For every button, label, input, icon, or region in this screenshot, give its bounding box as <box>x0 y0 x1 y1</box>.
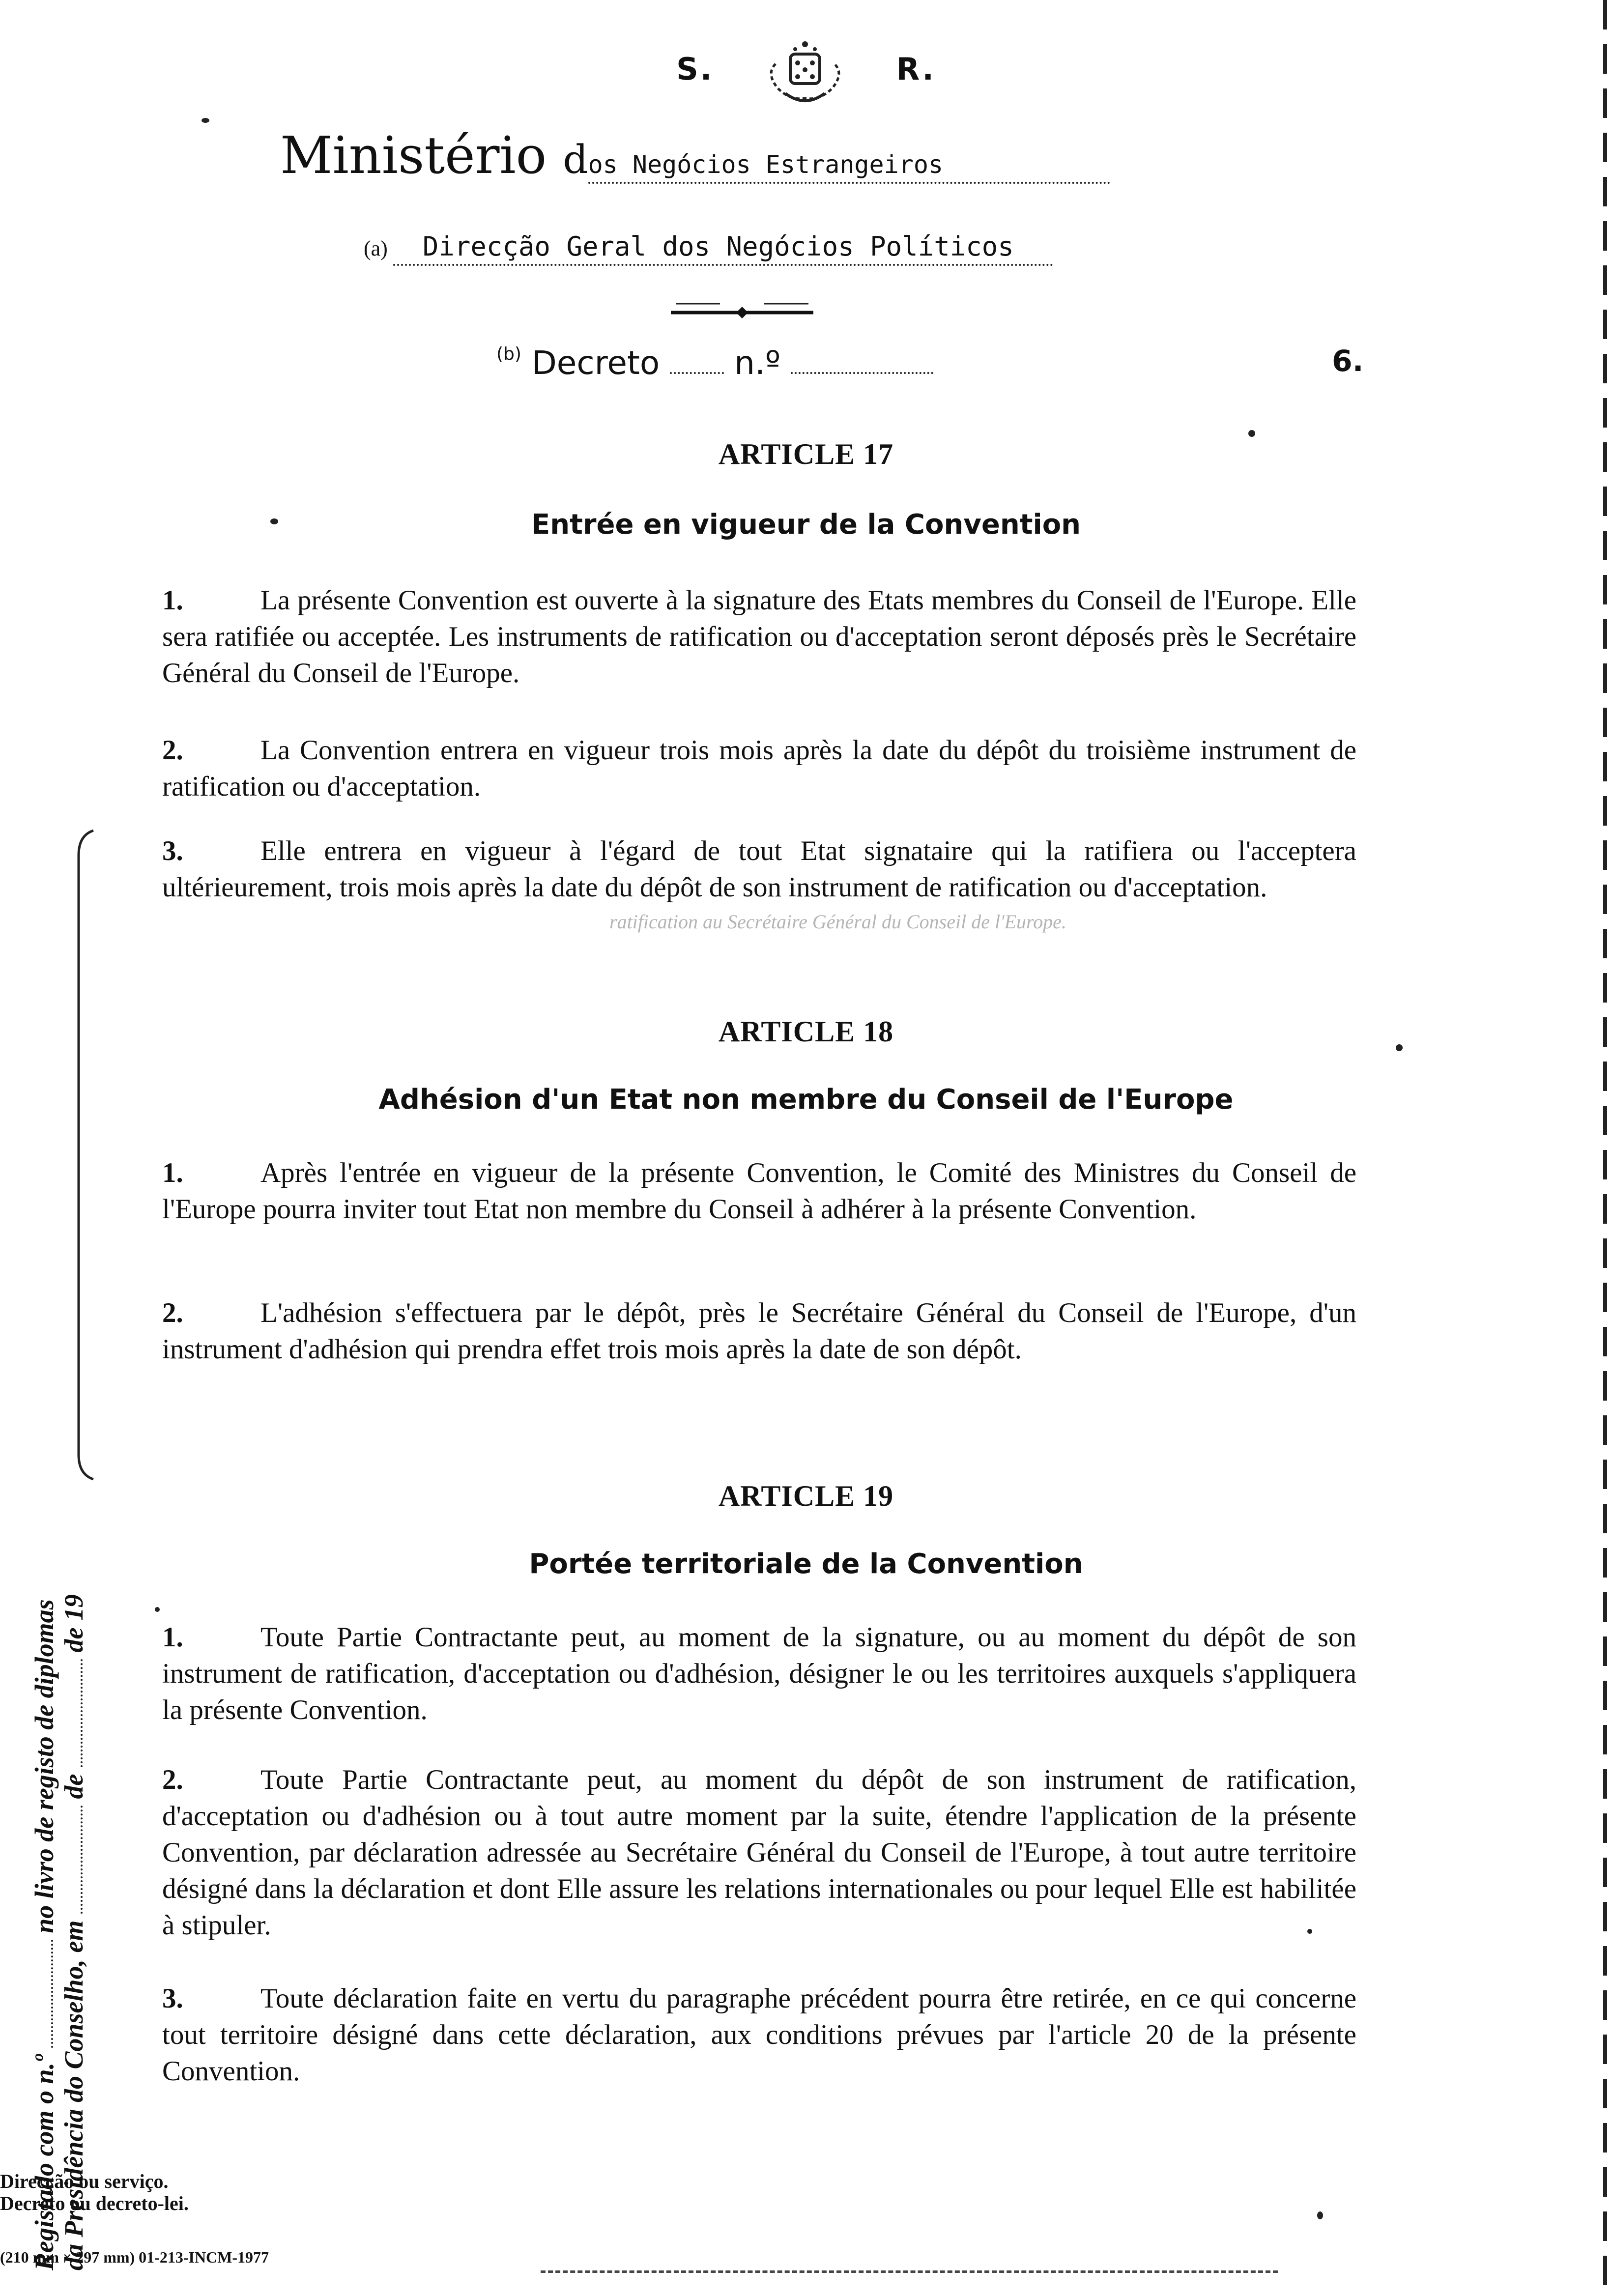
scan-edge-right <box>1603 0 1607 2296</box>
scan-speck <box>270 518 278 524</box>
direccao-value: Direcção Geral dos Negócios Políticos <box>393 231 1053 266</box>
article-17-paragraph-1: 1. La présente Convention est ouverte à la signature des Etats membres du Conseil de l'Europe. Elle sera ratifiée ou acceptée. Les instruments de ratification ou d'acceptation seront déposés près le Secrétaire Général du Conseil de l'Europe. <box>162 585 1356 689</box>
scan-speck <box>1307 1929 1312 1934</box>
scan-speck <box>155 1607 160 1612</box>
scan-speck <box>1317 2211 1323 2219</box>
article-17-paragraph-2: 2. La Convention entrera en vigueur trois mois après la date du dépôt du troisième instrument de ratification ou d'acceptation. <box>162 735 1356 802</box>
page-number: 6. <box>1332 344 1364 378</box>
margin-bracket <box>69 826 98 1484</box>
ministry-name: os Negócios Estrangeiros <box>588 150 1110 184</box>
bottom-rule <box>541 2270 1278 2273</box>
letterhead-right: R. <box>896 51 936 87</box>
registration-margin-note: Registado com o n.º no livro de registo de diplomas da Presidência do Conselho, em de de 19 <box>29 1594 88 2270</box>
article-19-paragraph-2: 2. Toute Partie Contractante peut, au moment du dépôt de son instrument de ratification, d'acceptation ou d'adhésion ou à tout autre moment par la suite, étendre l'application de la présente Convention, par déclaration adressée au Secrétaire Général du Conseil de l'Europe, à tout autre territoire désigné dans la déclaration et dont Elle assure les relations internationales ou pour lequel Elle est habilitée à stipuler. <box>162 1764 1356 1941</box>
divider-ornament <box>666 295 818 324</box>
bleed-through-text: ratification au Secrétaire Général du Conseil de l'Europe. <box>609 911 1066 933</box>
scan-speck <box>1248 430 1255 437</box>
article-19-paragraph-3: 3. Toute déclaration faite en vertu du paragraphe précédent pourra être retirée, en ce qui concerne tout territoire désigné dans cette déclaration, aux conditions prévues par l'article 20 de la présente Convention. <box>162 1983 1356 2087</box>
footnote-b: Decreto ou decreto-lei. <box>0 2192 189 2214</box>
coat-of-arms-icon <box>756 34 854 108</box>
footnote-a: Direcção ou serviço. <box>0 2170 169 2192</box>
letterhead-left: S. <box>676 51 714 87</box>
article-19-title: ARTICLE 19 <box>718 1480 894 1512</box>
article-17-paragraph-3: 3. Elle entrera en vigueur à l'égard de tout Etat signataire qui la ratifiera ou l'acceptera ultérieurement, trois mois après la date du dépôt de son instrument de ratification ou d'acceptation. <box>162 835 1356 903</box>
direccao-line: (a) Direcção Geral dos Negócios Políticos <box>364 231 1053 262</box>
print-code: (210 mm × 297 mm) 01-213-INCM-1977 <box>0 2248 269 2266</box>
article-18-paragraph-2: 2. L'adhésion s'effectuera par le dépôt, près le Secrétaire Général du Conseil de l'Europe, d'un instrument d'adhésion qui prendra effet trois mois après la date de son dépôt. <box>162 1297 1356 1365</box>
scan-speck <box>1396 1044 1403 1051</box>
article-18-title: ARTICLE 18 <box>718 1015 894 1048</box>
scan-speck <box>202 118 209 123</box>
article-17-title: ARTICLE 17 <box>718 438 894 470</box>
letterhead <box>0 34 1612 108</box>
decreto-line: $^{(b)}$ Decreto n.º <box>496 344 933 382</box>
ministry-title: Ministério dos Negócios Estrangeiros <box>280 125 1110 185</box>
article-18-subtitle: Adhésion d'un Etat non membre du Conseil de l'Europe <box>378 1084 1234 1116</box>
article-17-subtitle: Entrée en vigueur de la Convention <box>531 509 1081 541</box>
article-18-paragraph-1: 1. Après l'entrée en vigueur de la présente Convention, le Comité des Ministres du Conseil de l'Europe pourra inviter tout Etat non membre du Conseil à adhérer à la présente Convention. <box>162 1157 1356 1225</box>
article-19-paragraph-1: 1. Toute Partie Contractante peut, au moment de la signature, ou au moment du dépôt de son instrument de ratification, d'acceptation ou d'adhésion, désigner le ou les territoires auxquels s'appliquera la présente Convention. <box>162 1622 1356 1725</box>
article-19-subtitle: Portée territoriale de la Convention <box>529 1548 1083 1580</box>
